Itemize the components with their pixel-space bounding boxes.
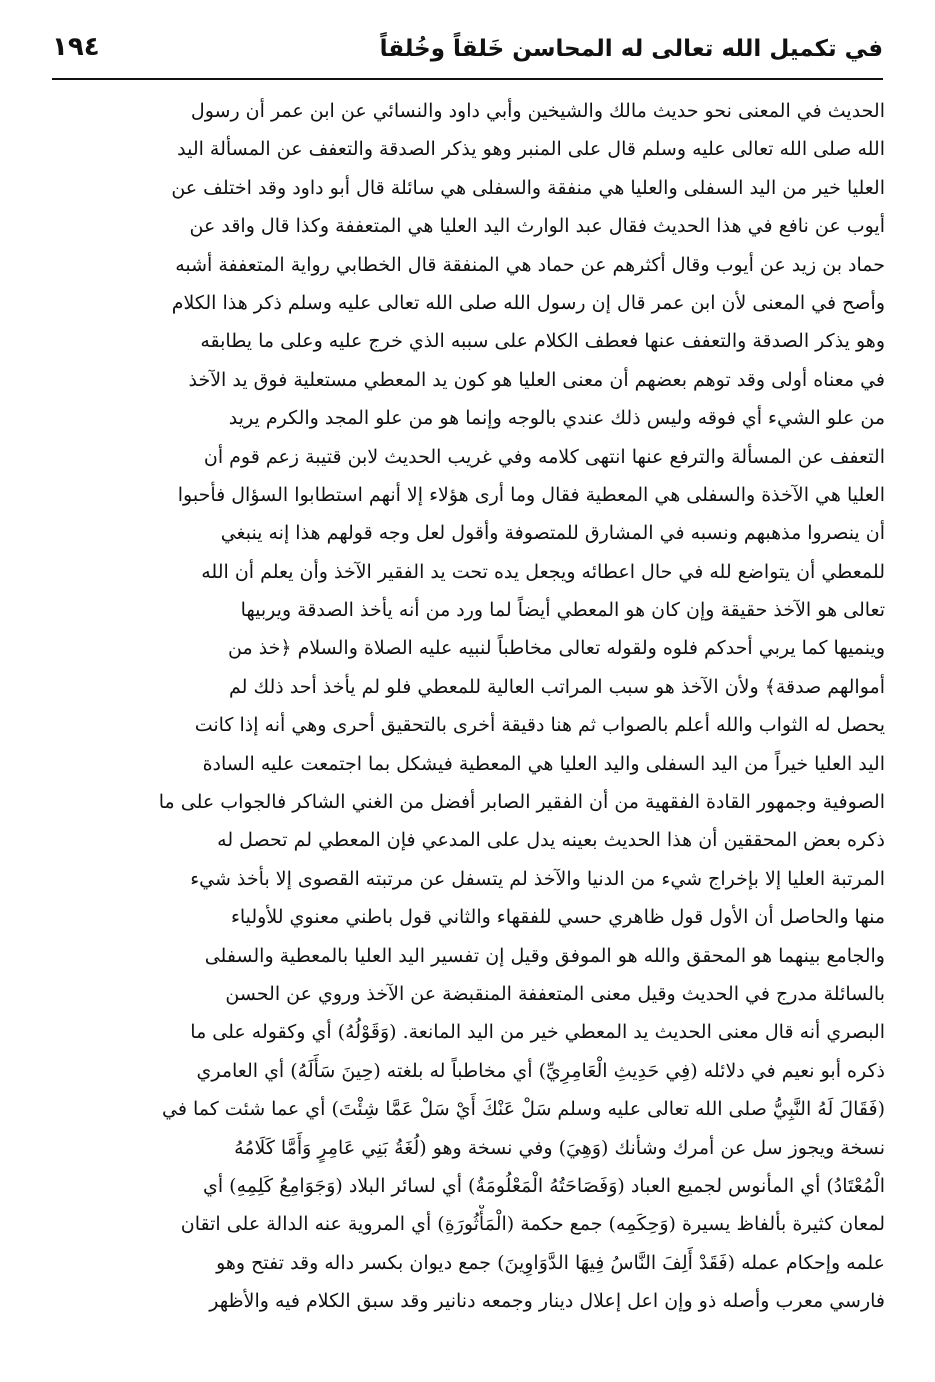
text-line: منها والحاصل أن الأول قول ظاهري حسي للفقهاء والثاني قول باطني معنوي للأولياء xyxy=(230,906,885,929)
text-line: أن ينصروا مذهبهم ونسبه في المشارق للمتصوفة وأقول لعل وجه قولهم هذا إنه ينبغي xyxy=(220,522,885,545)
text-line: حماد بن زيد عن أيوب وقال أكثرهم عن حماد هي المنفقة قال الخطابي رواية المتعففة أشبه xyxy=(175,253,885,276)
text-line: علمه وإحكام عمله (فَقَدْ أَلِفَ النَّاسُ فِيهَا الدَّوَاوِينَ) جمع ديوان بكسر داله وقد تفتح وهو xyxy=(216,1251,885,1274)
header-divider xyxy=(52,78,883,80)
text-line: الله صلى الله تعالى عليه وسلم قال على المنبر وهو يذكر الصدقة والتعفف عن المسألة اليد xyxy=(177,138,885,161)
text-line: يحصل له الثواب والله أعلم بالصواب ثم هنا دقيقة أخرى بالتحقيق أحرى وهي أنه إذا كانت xyxy=(194,714,885,737)
text-line: العليا هي الآخذة والسفلى هي المعطية فقال وما أرى هؤلاء إلا أنهم استطابوا السؤال فأحبوا xyxy=(177,483,885,506)
text-line: المرتبة العليا إلا بإخراج شيء من الدنيا والآخذ لم يتسفل عن مرتبته القصوى إلا بأخذ شيء xyxy=(190,867,885,890)
text-line: وينميها كما يربي أحدكم فلوه ولقوله تعالى مخاطباً لنبيه عليه الصلاة والسلام ﴿خذ من xyxy=(228,637,885,660)
text-line: اليد العليا خيراً من اليد السفلى واليد العليا هي المعطية فيشكل بما اجتمعت عليه السادة xyxy=(202,752,885,775)
text-line: بالسائلة مدرج في الحديث وقيل معنى المتعففة المنقبضة عن الآخذ وروي عن الحسن xyxy=(225,982,885,1005)
text-line: نسخة ويجوز سل عن أمرك وشأنك (وَهِيَ) وفي نسخة وهو (لُغَةُ بَنِي عَامِرٍ وَأَمَّا كَلَامُهُ xyxy=(234,1136,885,1159)
page-header xyxy=(52,26,883,76)
text-line: والجامع بينهما هو المحقق والله هو الموفق وقيل إن تفسير اليد العليا بالمعطية والسفلى xyxy=(204,944,885,967)
page-number: ١٩٤ xyxy=(52,32,100,62)
text-line: أموالهم صدقة﴾ ولأن الآخذ هو سبب المراتب العالية للمعطي فلو لم يأخذ أحد ذلك لم xyxy=(228,675,885,698)
text-line: الحديث في المعنى نحو حديث مالك والشيخين وأبي داود والنسائي عن ابن عمر أن رسول xyxy=(190,100,885,122)
text-line: الصوفية وجمهور القادة الفقهية من أن الفقير الصابر أفضل من الغني الشاكر فالجواب على ما xyxy=(158,791,885,814)
text-line: فارسي معرب وأصله ذو وإن اعل إعلال دينار وجمعه دنانير وقد سبق الكلام فيه والأظهر xyxy=(209,1290,885,1313)
text-line: ذكره بعض المحققين أن هذا الحديث بعينه يدل على المدعي فإن المعطي لم تحصل له xyxy=(217,829,885,852)
text-line: أيوب عن نافع في هذا الحديث فقال عبد الوارث اليد العليا هي المتعففة وكذا قال واقد عن xyxy=(189,215,885,238)
running-title: في تكميل الله تعالى له المحاسن خَلقاً وخُلقاً xyxy=(379,36,883,62)
text-line: لمعان كثيرة بألفاظ يسيرة (وَحِكَمِه) جمع حكمة (الْمَأْثُورَةِ) أي المروية عنه الدالة على اتقان xyxy=(180,1213,885,1236)
text-line: في معناه أولى وقد توهم بعضهم أن معنى العليا هو كون يد المعطي مستعلية فوق يد الآخذ xyxy=(188,368,885,391)
text-line: للمعطي أن يتواضع لله في حال اعطائه ويجعل يده تحت يد الفقير الآخذ وأن يعلم أن الله xyxy=(201,560,885,583)
text-line: العليا خير من اليد السفلى والعليا هي منفقة والسفلى هي سائلة قال أبو داود وقد اختلف عن xyxy=(171,176,885,199)
text-line: الْمُعْتَادُ) أي المأنوس لجميع العباد (وَفَصَاحَتُهُ الْمَعْلُومَةُ) أي لسائر البلاد (وَجَوَامِعُ كَلِمِهِ) أي xyxy=(202,1174,885,1197)
text-line: (فَقَالَ لَهُ النَّبِيُّ صلى الله تعالى عليه وسلم سَلْ عَنْكَ أَيْ سَلْ عَمَّا شِئْتَ) أي عما شئت كما في xyxy=(161,1098,885,1121)
text-line: وهو يذكر الصدقة والتعفف عنها فعطف الكلام على سببه الذي خرج عليه وعلى ما يطابقه xyxy=(200,330,885,353)
body-text xyxy=(68,92,885,1321)
text-line: وأصح في المعنى لأن ابن عمر قال إن رسول الله صلى الله تعالى عليه وسلم ذكر هذا الكلام xyxy=(171,291,885,314)
text-line: تعالى هو الآخذ حقيقة وإن كان هو المعطي أيضاً لما ورد من أنه يأخذ الصدقة ويربيها xyxy=(240,599,885,622)
text-line: التعفف عن المسألة والترفع عنها انتهى كلامه وفي غريب الحديث لابن قتيبة زعم قوم أن xyxy=(203,445,885,468)
text-line: من علو الشيء أي فوقه وليس ذلك عندي بالوجه وإنما هو من علو المجد والكرم يريد xyxy=(228,407,885,430)
text-line: البصري أنه قال معنى الحديث يد المعطي خير من اليد المانعة. (وَقَوْلُهُ) أي وكقوله على ما xyxy=(190,1021,885,1044)
text-line: ذكره أبو نعيم في دلائله (فِي حَدِيثِ الْعَامِرِيِّ) أي مخاطباً له بلغته (حِينَ سَأَلَهُ) أي العامري xyxy=(196,1059,885,1082)
